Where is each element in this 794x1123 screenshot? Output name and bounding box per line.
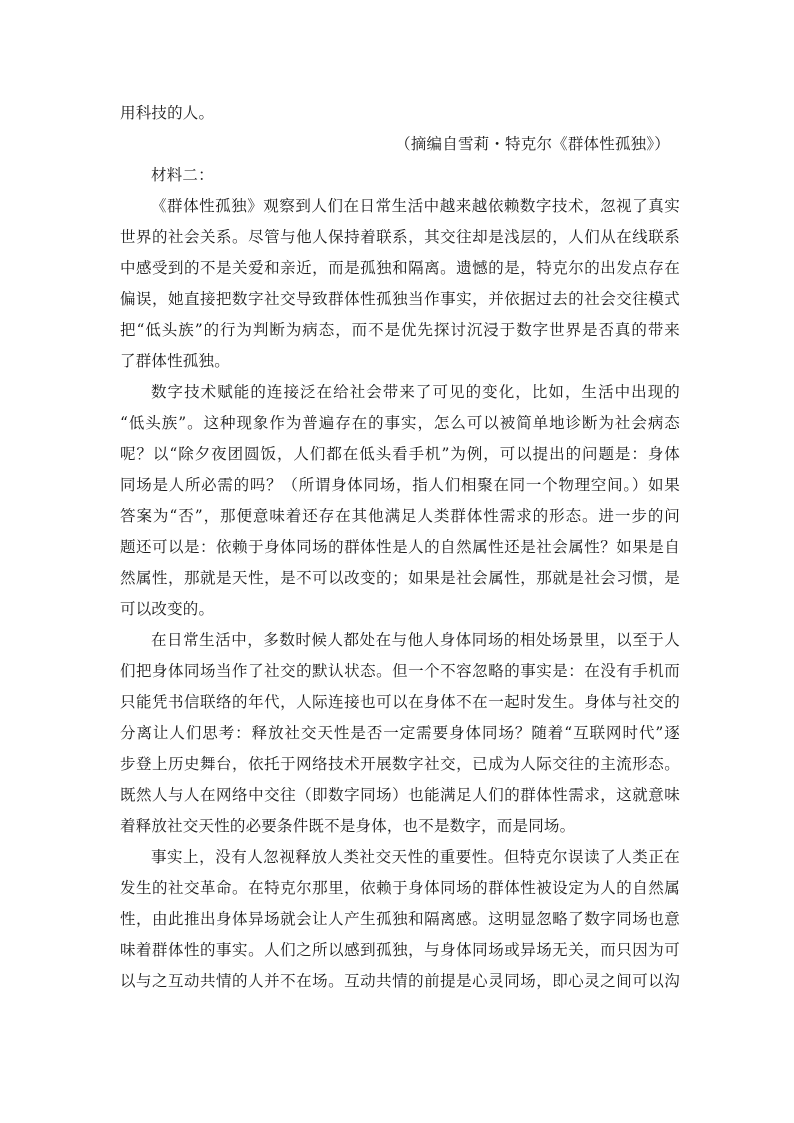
- text-line: 中感受到的不是关爱和亲近，而是孤独和隔离。遗憾的是，特克尔的出发点存在: [120, 259, 680, 277]
- text-line: 分离让人们思考：释放社交天性是否一定需要身体同场？随着“互联网时代”逐: [120, 724, 680, 742]
- text-line: 然属性，那就是天性，是不可以改变的；如果是社会属性，那就是社会习惯，是: [120, 569, 680, 587]
- text-line: 性，由此推出身体异场就会让人产生孤独和隔离感。这明显忽略了数字同场也意: [120, 910, 680, 928]
- text-line: 答案为“否”，那便意味着还存在其他满足人类群体性需求的形态。进一步的问: [120, 507, 680, 525]
- text-line: 步登上历史舞台，依托于网络技术开展数字社交，已成为人际交往的主流形态。: [120, 755, 680, 773]
- text-line: 用科技的人。: [120, 104, 215, 122]
- text-line: 世界的社会关系。尽管与他人保持着联系，其交往却是浅层的，人们从在线联系: [120, 228, 680, 246]
- source-citation: （摘编自雪莉・特克尔《群体性孤独》）: [395, 135, 670, 153]
- text-line: 在日常生活中，多数时候人都处在与他人身体同场的相处场景里，以至于人: [151, 631, 680, 649]
- text-line: 着释放社交天性的必要条件既不是身体，也不是数字，而是同场。: [120, 817, 576, 835]
- text-line: 数字技术赋能的连接泛在给社会带来了可见的变化，比如，生活中出现的: [151, 383, 680, 401]
- text-line: 偏误，她直接把数字社交导致群体性孤独当作事实，并依据过去的社会交往模式: [120, 290, 680, 308]
- text-line: 可以改变的。: [120, 600, 215, 618]
- text-line: 味着群体性的事实。人们之所以感到孤独，与身体同场或异场无关，而只因为可: [120, 941, 680, 959]
- text-line: 发生的社交革命。在特克尔那里，依赖于身体同场的群体性被设定为人的自然属: [120, 879, 680, 897]
- text-line: 把“低头族”的行为判断为病态，而不是优先探讨沉浸于数字世界是否真的带来: [120, 321, 680, 339]
- text-line: 题还可以是：依赖于身体同场的群体性是人的自然属性还是社会属性？如果是自: [120, 538, 680, 556]
- text-line: 了群体性孤独。: [120, 352, 230, 370]
- text-line: 材料二：: [151, 166, 214, 184]
- text-line: 以与之互动共情的人并不在场。互动共情的前提是心灵同场，即心灵之间可以沟: [120, 972, 680, 990]
- text-line: 事实上，没有人忽视释放人类社交天性的重要性。但特克尔误读了人类正在: [151, 848, 680, 866]
- document-page: [120, 98, 680, 997]
- text-line: 《群体性孤独》观察到人们在日常生活中越来越依赖数字技术，忽视了真实: [151, 197, 680, 215]
- text-line: 既然人与人在网络中交往（即数字同场）也能满足人们的群体性需求，这就意味: [120, 786, 680, 804]
- text-line: 同场是人所必需的吗？（所谓身体同场，指人们相聚在同一个物理空间。）如果: [120, 476, 680, 494]
- text-line: 只能凭书信联络的年代，人际连接也可以在身体不在一起时发生。身体与社交的: [120, 693, 680, 711]
- text-line: “低头族”。这种现象作为普遍存在的事实，怎么可以被简单地诊断为社会病态: [120, 414, 680, 432]
- text-line: 们把身体同场当作了社交的默认状态。但一个不容忽略的事实是：在没有手机而: [120, 662, 680, 680]
- text-line: 呢？以“除夕夜团圆饭，人们都在低头看手机”为例，可以提出的问题是：身体: [120, 445, 680, 463]
